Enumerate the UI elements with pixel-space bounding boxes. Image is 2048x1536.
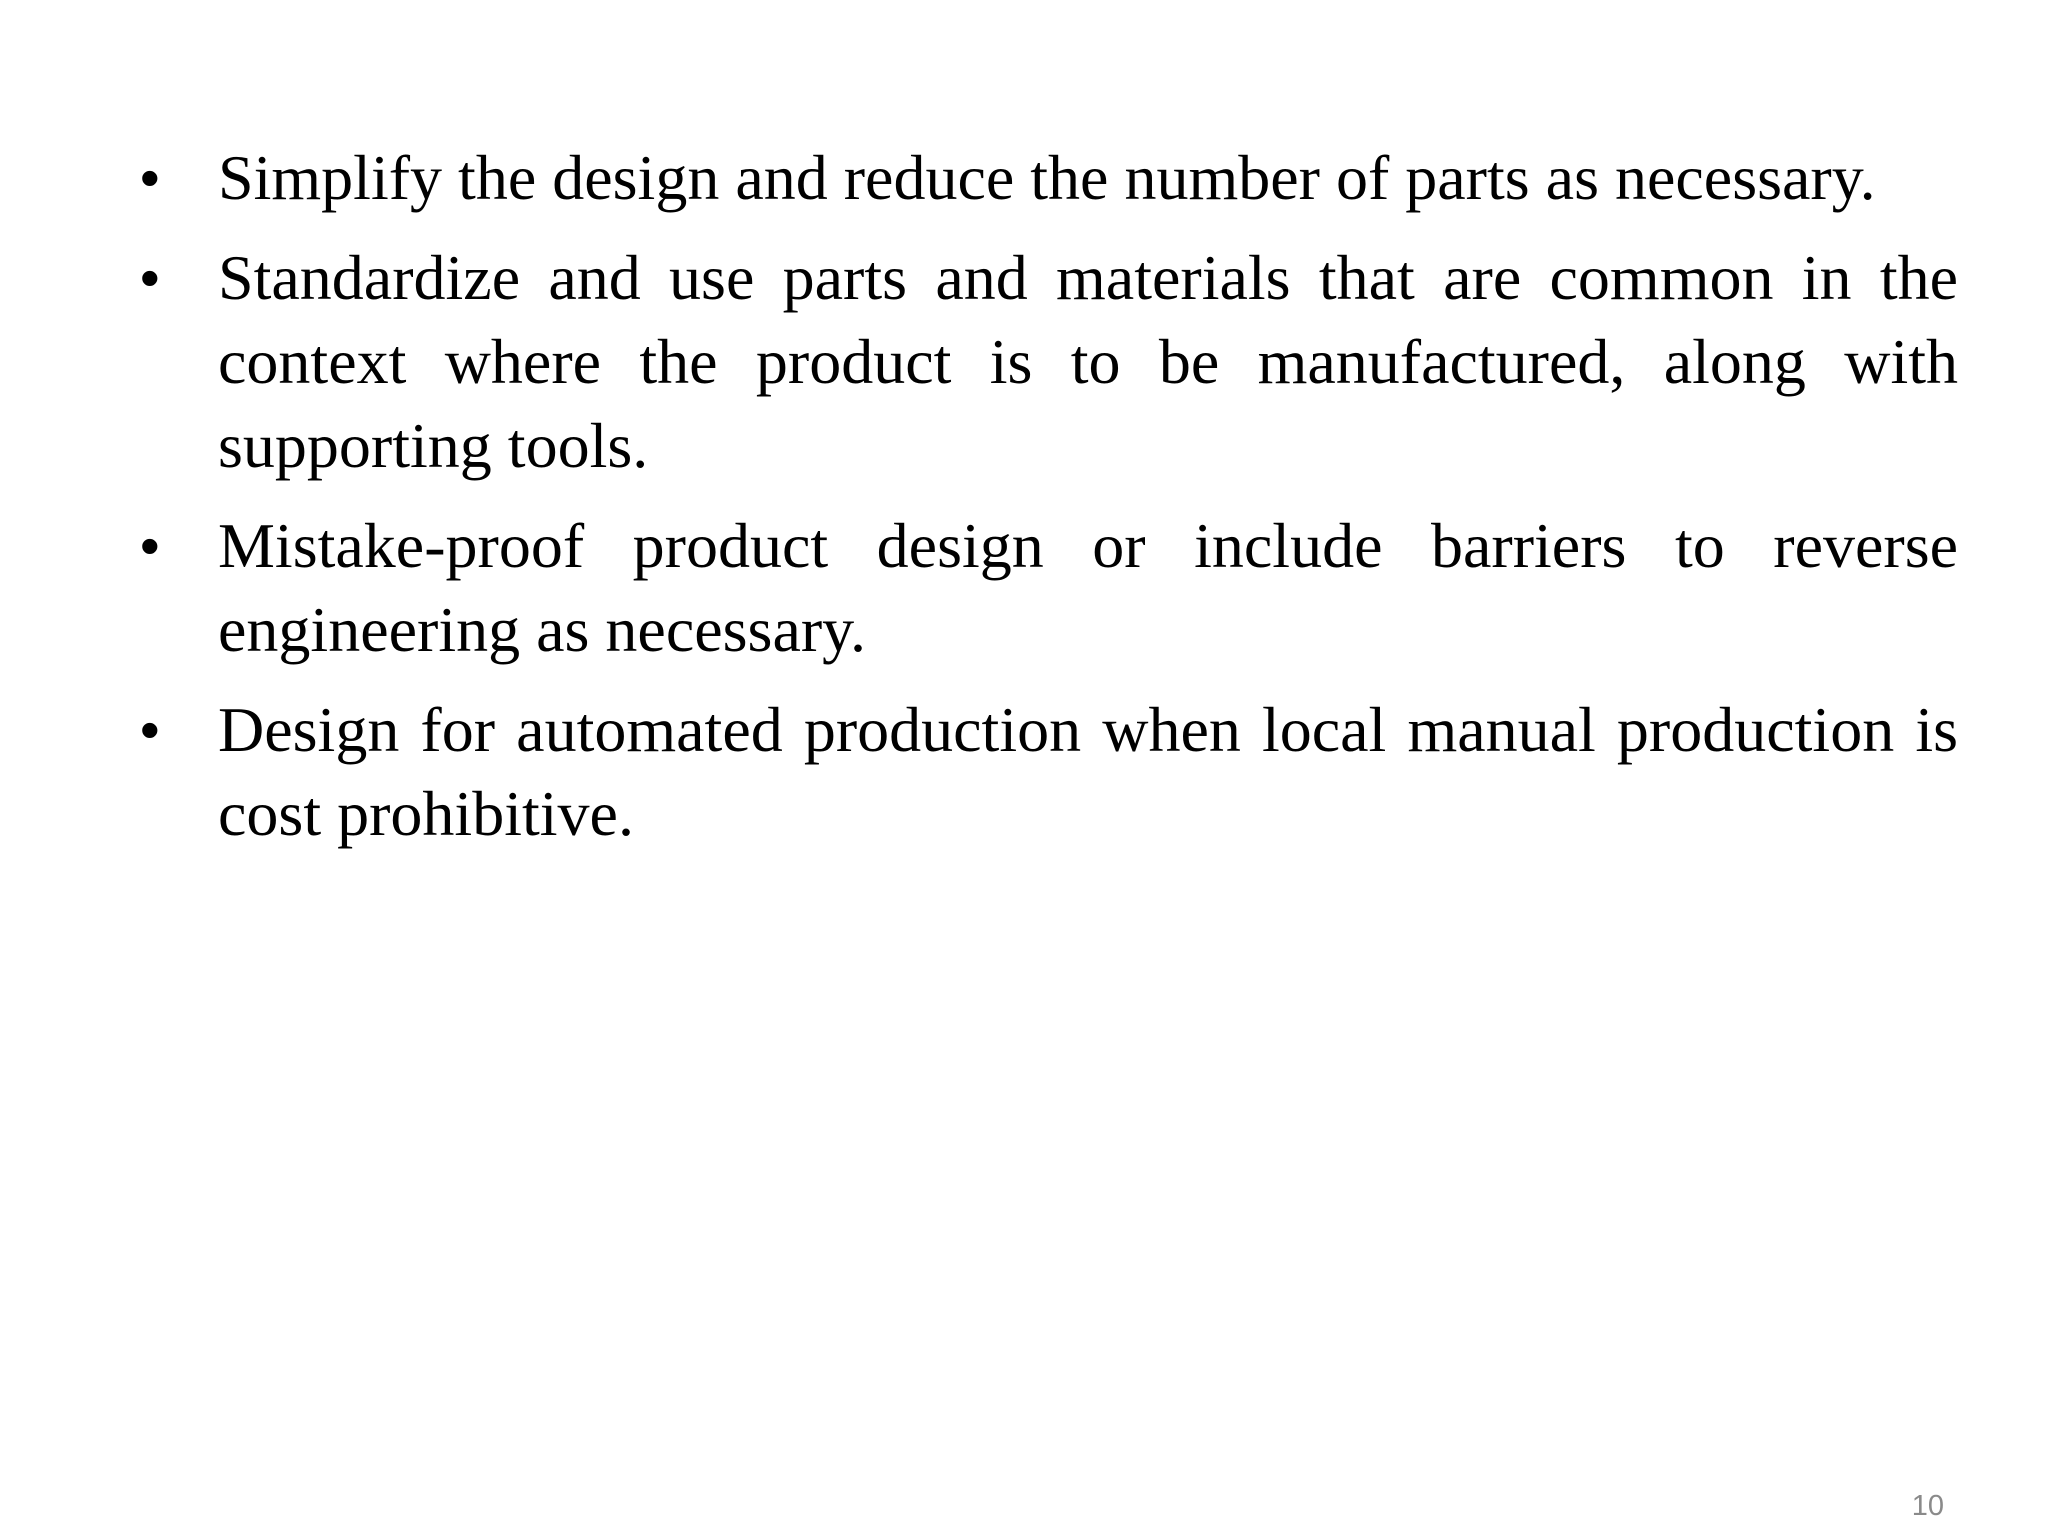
bullet-list <box>140 136 1958 872</box>
bullet-text: Simplify the design and reduce the number of parts as necessary. <box>218 142 1876 213</box>
bullet-item <box>140 504 1958 672</box>
bullet-dot-icon: • <box>140 514 160 577</box>
bullet-text: Design for automated production when local manual production is cost prohibitive. <box>218 694 1958 849</box>
bullet-item <box>140 136 1958 220</box>
bullet-dot-icon: • <box>140 698 160 761</box>
page-number: 10 <box>1911 1490 1944 1522</box>
bullet-dot-icon: • <box>140 146 160 209</box>
bullet-item <box>140 688 1958 856</box>
bullet-text: Mistake-proof product design or include barriers to reverse engineering as necessary. <box>218 510 1958 665</box>
bullet-item <box>140 236 1958 488</box>
bullet-dot-icon: • <box>140 246 160 309</box>
bullet-text: Standardize and use parts and materials that are common in the context where the product is to be manufactured, along with supporting tools. <box>218 242 1958 481</box>
